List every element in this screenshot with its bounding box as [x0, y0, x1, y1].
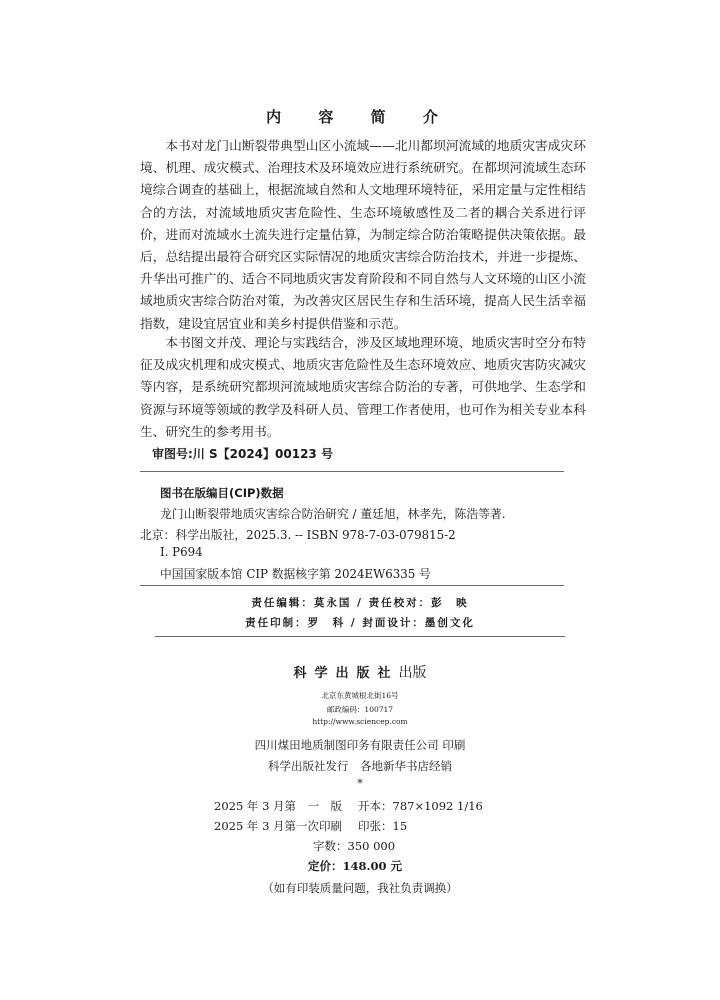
publisher-suffix: 出版: [398, 665, 427, 681]
production-line: 责任印制：罗 科 / 封面设计：墨创文化: [245, 617, 475, 629]
edition-info: 2025 年 3 月第 一 版: [214, 799, 343, 813]
price: 定价：148.00 元: [308, 859, 403, 873]
printer-line: 四川煤田地质制图印务有限责任公司 印刷: [254, 738, 466, 752]
cip-record-number: 中国国家版本馆 CIP 数据核字第 2024EW6335 号: [160, 567, 431, 581]
printing-info: 2025 年 3 月第一次印刷: [214, 819, 343, 833]
sheets-info: 印张：15: [358, 819, 408, 833]
page-title: 内 容 简 介: [266, 108, 454, 126]
distribution-line: 科学出版社发行 各地新华书店经销: [268, 759, 452, 773]
publisher-postcode: 邮政编码：100717: [326, 705, 394, 714]
divider: [140, 585, 564, 586]
editors-line: 责任编辑：莫永国 / 责任校对：彭 映: [251, 597, 469, 609]
word-count: 字数：350 000: [313, 839, 396, 853]
cip-title: 图书在版编目(CIP)数据: [160, 486, 284, 500]
summary-paragraph-1: 本书对龙门山断裂带典型山区小流域——北川都坝河流域的地质灾害成灾环境、机理、成灾模式、治理技术及环境效应进行系统研究。在都坝河流域生态环境综合调查的基础上，根据流域自然和人文地理环境特征，采用定量与定性相结合的方法，对流域地质灾害危险性、生态环境敏感性及二者的耦合关系进行评价，进而对流域水土流失进行定量估算，为制定综合防治策略提供决策依据。最后，总结提出最符合研究区实际情况的地质灾害综合防治技术，并进一步提炼、升华出可推广的、适合不同地质灾害发育阶段和不同自然与人文环境的山区小流域地质灾害综合防治对策，为改善灾区居民生存和生活环境，提高人民生活幸福指数，建设宜居宜业和美乡村提供借鉴和示范。: [140, 138, 586, 331]
divider: [155, 636, 565, 637]
publisher-url: http://www.sciencep.com: [312, 717, 408, 726]
publisher-line: [0, 662, 720, 682]
quality-notice: （如有印装质量问题，我社负责调换）: [262, 881, 458, 895]
publisher-name: 科学出版社: [293, 666, 399, 681]
cip-publication-info: 北京：科学出版社，2025.3. -- ISBN 978-7-03-079815-2: [140, 528, 456, 542]
divider: [140, 471, 564, 472]
cip-book-title: 龙门山断裂带地质灾害综合防治研究 / 董廷旭，林孝先，陈浩等著.: [160, 507, 506, 521]
format-info: 开本：787×1092 1/16: [358, 799, 483, 813]
summary-paragraph-2: 本书图文并茂、理论与实践结合，涉及区域地理环境、地质灾害时空分布特征及成灾机理和成灾模式、地质灾害危险性及生态环境效应、地质灾害防灾减灾等内容，是系统研究都坝河流域地质灾害综合防治的专著，可供地学、生态学和资源与环境等领域的教学及科研人员、管理工作者使用，也可作为相关专业本科生、研究生的参考用书。: [140, 335, 586, 439]
map-review-number: 审图号:川 S【2024】00123 号: [152, 447, 333, 461]
separator-star: *: [357, 776, 363, 790]
publisher-address: 北京东黄城根北街16号: [321, 691, 399, 700]
cip-classification: Ⅰ. P694: [160, 545, 203, 559]
